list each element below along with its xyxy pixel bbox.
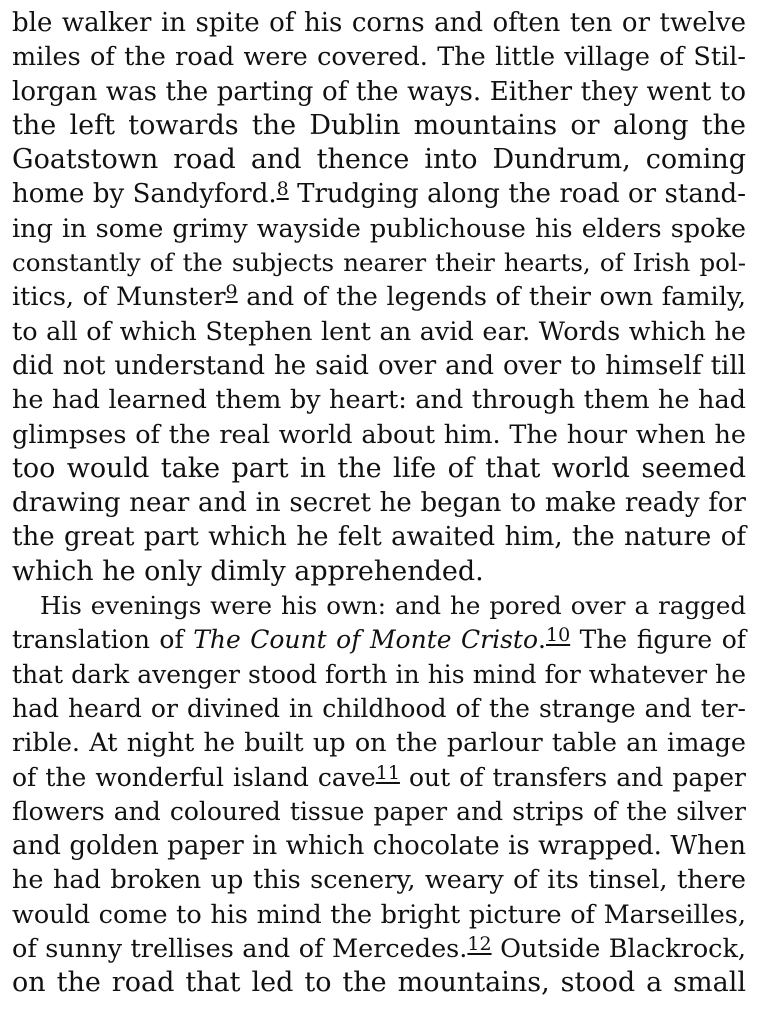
text-segment: Trudging along the road or stand- [288,179,746,210]
text-line [12,761,746,795]
text-line [12,177,746,211]
text-segment: out of transfers and paper [399,762,746,792]
footnote-link-12[interactable]: 12 [467,933,492,956]
text-line: he had learned them by heart: and through them he had [12,385,746,416]
footnote-link-11[interactable]: 11 [375,761,400,784]
footnote-link-10[interactable]: 10 [545,624,571,647]
text-line: rible. At night he built up on the parlour table an image [12,728,746,759]
text-line [12,280,746,314]
footnote-link-8[interactable]: 8 [276,178,289,201]
text-line: too would take part in the life of that world seemed [12,452,746,484]
text-line: constantly of the subjects nearer their hearts, of Irish pol- [12,248,746,278]
text-line: miles of the road were covered. The little village of Stil- [12,42,746,73]
text-line: had heard or divined in childhood of the strange and ter- [12,693,746,723]
text-line: His evenings were his own: and he pored over a ragged [40,591,746,621]
text-line: he had broken up this scenery, weary of its tinsel, there [12,865,746,896]
text-line [12,932,746,966]
text-segment: and of the legends of their own family, [237,282,746,313]
book-page [12,6,746,1001]
paragraph-2 [12,589,746,1001]
text-line: flowers and coloured tissue paper and strips of the silver [12,796,746,826]
text-line: Goatstown road and thence into Dundrum, coming [12,144,746,176]
text-line: did not understand he said over and over to himself till [12,350,746,381]
text-line [12,623,746,657]
text-segment: of the wonderful island cave [12,762,376,792]
text-line: on the road that led to the mountains, stood a small [12,967,746,999]
text-segment: of sunny trellises and of Mercedes. [12,934,468,965]
text-line: ing in some grimy wayside publichouse his elders spoke [12,213,746,244]
text-segment: itics, of Munster [12,282,226,313]
text-line: and golden paper in which chocolate is wrapped. When [12,831,746,862]
text-line: that dark avenger stood forth in his mind for whatever he [12,659,746,689]
text-line: lorgan was the parting of the ways. Either they went to [12,76,746,107]
paragraph-1 [12,6,746,589]
footnote-link-9[interactable]: 9 [225,281,238,304]
text-segment: The figure of [570,625,747,655]
text-line: would come to his mind the bright picture of Marseilles, [12,899,746,930]
text-line: the great part which he felt awaited him, the nature of [12,522,746,553]
text-line: to all of which Stephen lent an avid ear. Words which he [12,316,746,347]
book-title: The Count of Monte Cristo [193,625,539,655]
text-segment: translation of [12,625,194,655]
text-line: the left towards the Dublin mountains or along the [12,109,746,141]
text-line: ble walker in spite of his corns and often ten or twelve [12,8,746,38]
text-segment: home by Sandyford. [12,179,277,210]
text-line: which he only dimly apprehended. [12,555,484,587]
text-segment: Outside Blackrock, [491,934,747,965]
text-line: glimpses of the real world about him. The hour when he [12,419,746,450]
text-line: drawing near and in secret he began to make ready for [12,488,746,519]
text-segment: . [538,625,546,655]
